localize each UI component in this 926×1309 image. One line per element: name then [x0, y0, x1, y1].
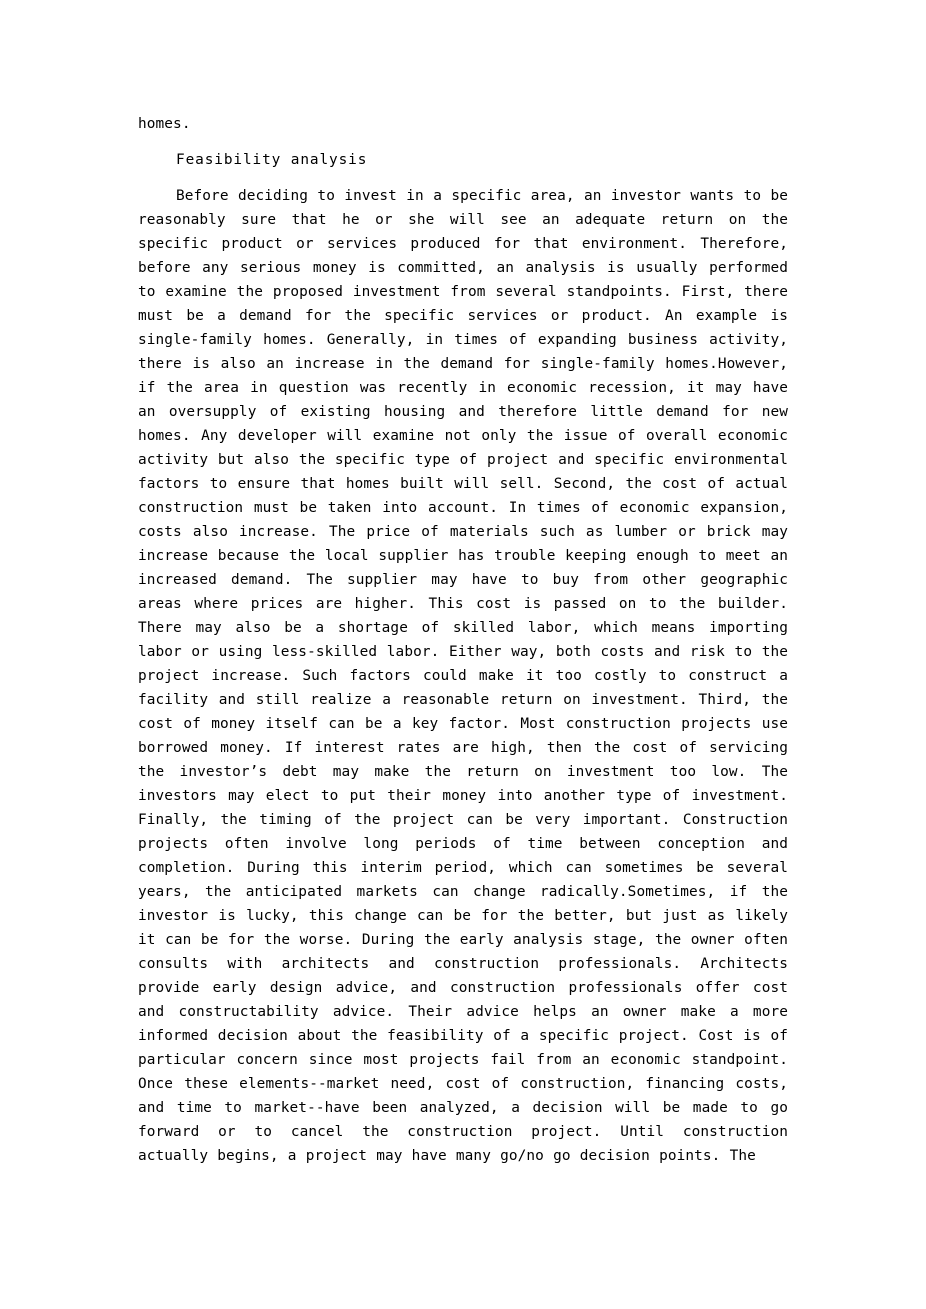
section-heading: Feasibility analysis [176, 152, 368, 168]
document-text-column [138, 112, 788, 1168]
body-paragraph: Before deciding to invest in a specific area, an investor wants to be reasonably sure that he or she will see an adequate return on the specific product or services produced for that environment. Therefore, before any serious money is committed, an analysis is usually performed to examine the proposed investment from several standpoints. First, there must be a demand for the specific services or product. An example is single-family homes. Generally, in times of expanding business activity, there is also an increase in the demand for single-family homes.However, if the area in question was recently in economic recession, it may have an oversupply of existing housing and therefore little demand for new homes. Any developer will examine not only the issue of overall economic activity but also the specific type of project and specific environmental factors to ensure that homes built will sell. Second, the cost of actual construction must be taken into account. In times of economic expansion, costs also increase. The price of materials such as lumber or brick may increase because the local supplier has trouble keeping enough to meet an increased demand. The supplier may have to buy from other geographic areas where prices are higher. This cost is passed on to the builder. There may also be a shortage of skilled labor, which means importing labor or using less-skilled labor. Either way, both costs and risk to the project increase. Such factors could make it too costly to construct a facility and still realize a reasonable return on investment. Third, the cost of money itself can be a key factor. Most construction projects use borrowed money. If interest rates are high, then the cost of servicing the investor’s debt may make the return on investment too low. The investors may elect to put their money into another type of investment. Finally, the timing of the project can be very important. Construction projects often involve long periods of time between conception and completion. During this interim period, which can sometimes be several years, the anticipated markets can change radically.Sometimes, if the investor is lucky, this change can be for the better, but just as likely it can be for the worse. During the early analysis stage, the owner often consults with architects and construction professionals. Architects provide early design advice, and construction professionals offer cost and constructability advice. Their advice helps an owner make a more informed decision about the feasibility of a specific project. Cost is of particular concern since most projects fail from an economic standpoint. Once these elements--market need, cost of construction, financing costs, and time to market--have been analyzed, a decision will be made to go forward or to cancel the construction project. Until construction actually begins, a project may have many go/no go decision points. The [138, 188, 788, 1164]
carryover-line: homes. [138, 116, 191, 132]
